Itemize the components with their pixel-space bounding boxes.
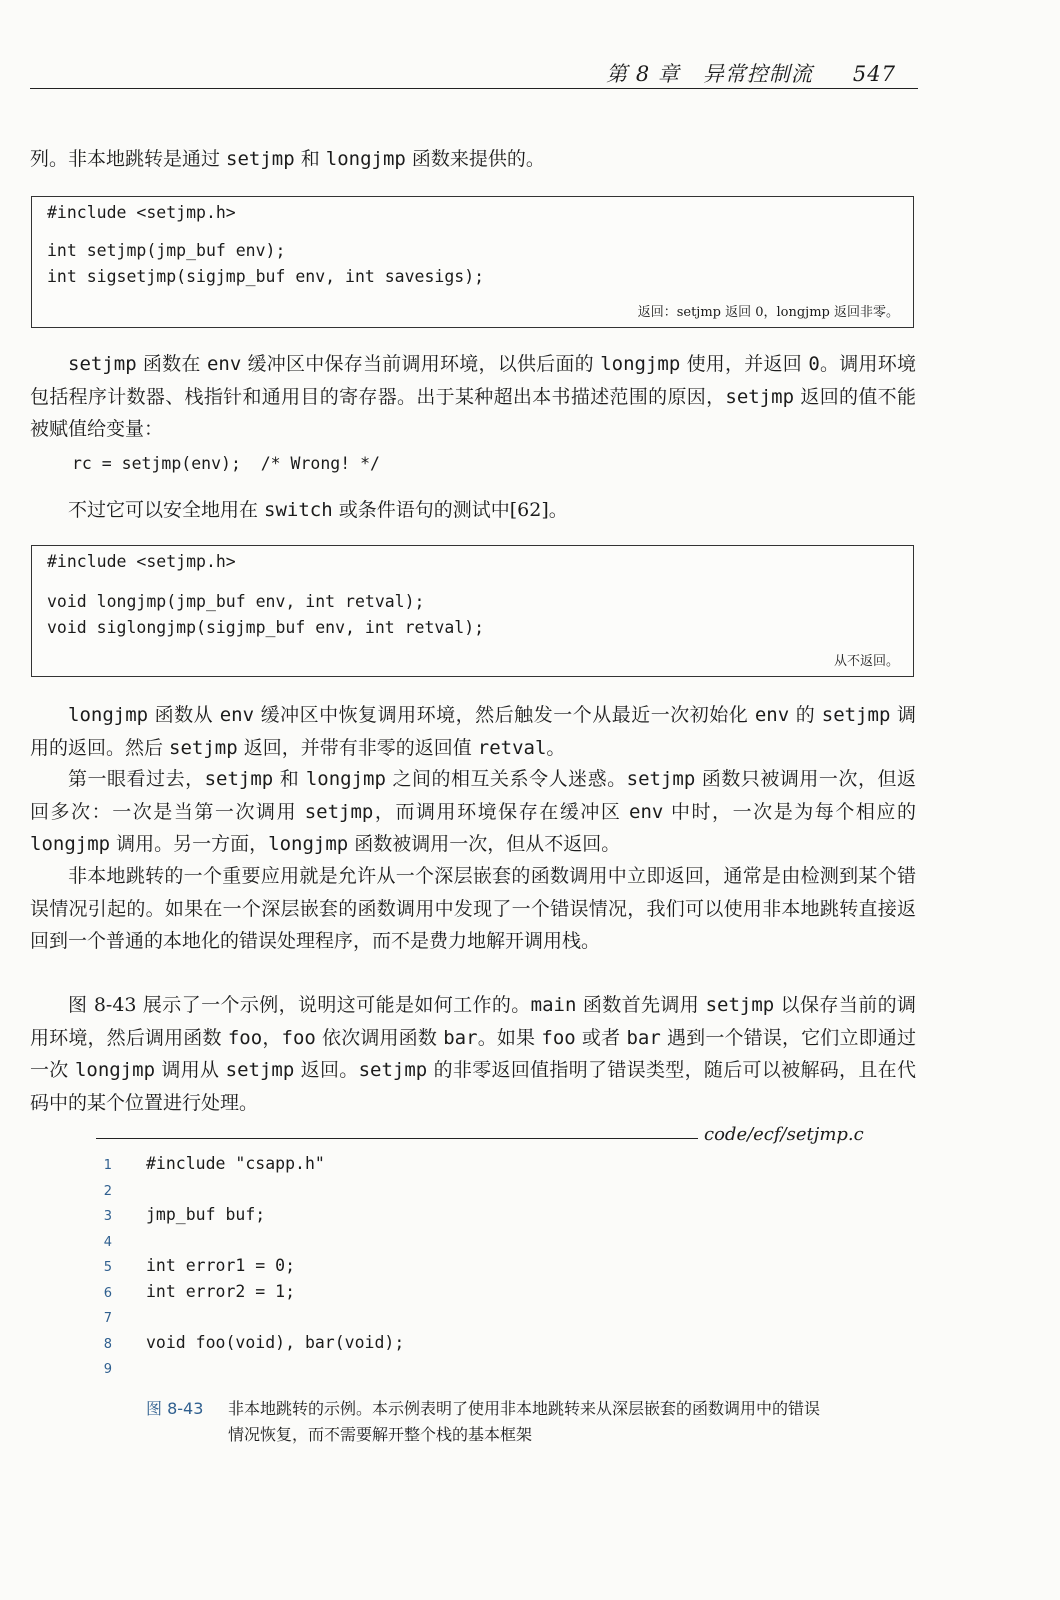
text-run: 或者	[575, 1026, 627, 1049]
code-term: env	[206, 353, 242, 375]
text-run: 的非零返回值指明了错误类型，随后可以被解码，且在代码中的某个位置进行处理。	[30, 1059, 916, 1114]
text-run: 。如果	[477, 1026, 542, 1049]
text-run: 和	[273, 768, 306, 790]
code-term: longjmp	[325, 148, 406, 170]
paragraph	[30, 143, 916, 176]
function-prototype-box	[31, 545, 914, 677]
text-run: ，而调用环境保存在缓冲区	[373, 800, 630, 823]
paragraph	[30, 763, 916, 861]
code-line: int setjmp(jmp_buf env);	[47, 241, 286, 260]
code-term: setjmp	[225, 1059, 295, 1081]
running-head-text	[606, 58, 896, 88]
function-prototype-box	[31, 196, 914, 328]
code-term: longjmp	[268, 833, 349, 855]
code-term: longjmp	[600, 353, 681, 375]
text-run: 遇到一个错误，它们立即通过一次	[30, 1026, 916, 1081]
code-term: 0	[808, 353, 820, 375]
text-run: 第一眼看过去，	[68, 768, 205, 790]
line-number: 9	[103, 1362, 112, 1377]
code-term: env	[219, 704, 255, 726]
code-term: env	[629, 800, 664, 823]
text-run: 缓冲区中恢复调用环境，然后触发一个从最近一次初始化	[254, 704, 755, 726]
text-run: 函数从	[148, 704, 220, 726]
line-code: jmp_buf buf;	[146, 1205, 266, 1224]
text-run: 的	[789, 704, 822, 726]
text-run: 中时，一次是为每个相应的	[663, 800, 916, 823]
text-run: 返回的值不能被赋值给变量：	[30, 385, 916, 440]
code-line: #include <setjmp.h>	[47, 203, 236, 222]
code-line: int sigsetjmp(sigjmp_buf env, int savesigs);	[47, 267, 485, 286]
paragraph	[30, 699, 916, 764]
line-number: 7	[103, 1311, 112, 1326]
text-run: 缓冲区中保存当前调用环境，以供后面的	[241, 353, 601, 375]
code-term: foo	[541, 1026, 576, 1049]
code-term: main	[530, 994, 577, 1016]
text-run: 依次调用函数	[315, 1026, 444, 1049]
text-run: 和	[294, 148, 326, 170]
line-number: 2	[103, 1184, 112, 1199]
text-run: 之间的相互关系令人迷惑。	[385, 768, 627, 790]
paragraph	[30, 348, 916, 446]
code-term: bar	[626, 1026, 661, 1049]
return-note: 从不返回。	[833, 654, 899, 669]
code-term: setjmp	[705, 994, 775, 1016]
code-term: foo	[281, 1026, 316, 1049]
code-term: longjmp	[30, 833, 111, 855]
line-number: 5	[103, 1260, 112, 1275]
code-term: longjmp	[68, 704, 149, 726]
text-run: 调用。另一方面，	[110, 833, 269, 855]
chapter-title: 异常控制流	[702, 62, 813, 86]
code-term: setjmp	[304, 800, 374, 823]
code-term: retval	[477, 736, 547, 759]
code-term: setjmp	[226, 148, 295, 170]
line-code: int error1 = 0;	[146, 1256, 296, 1275]
text-run: 函数在	[136, 353, 207, 375]
code-term: setjmp	[68, 353, 137, 375]
text-run: 。调用环境包括程序计数器、栈指针和通用目的寄存器。出于某种超出本书描述范围的原因，	[30, 353, 916, 408]
text-run: 函数首先调用	[576, 994, 706, 1016]
code-term: setjmp	[358, 1059, 428, 1081]
line-number: 1	[103, 1158, 112, 1173]
code-term: bar	[443, 1026, 478, 1049]
listing-path: code/ecf/setjmp.c	[704, 1124, 864, 1145]
code-term: setjmp	[204, 768, 274, 790]
code-term: switch	[264, 499, 333, 521]
text-run: 使用，并返回	[680, 353, 809, 375]
line-number: 8	[103, 1337, 112, 1352]
figure-caption-text: 非本地跳转的示例。本示例表明了使用非本地跳转来从深层嵌套的函数调用中的错误情况恢复，而不需要解开整个栈的基本框架	[228, 1399, 821, 1444]
code-line: #include <setjmp.h>	[47, 552, 236, 571]
line-number: 4	[103, 1235, 112, 1250]
text-run: 列。非本地跳转是通过	[30, 148, 227, 170]
text-run: 非本地跳转的一个重要应用就是允许从一个深层嵌套的函数调用中立即返回，通常是由检测到某个错误情况引起的。如果在一个深层嵌套的函数调用中发现了一个错误情况，我们可以使用非本地跳转直接返回到一个普通的本地化的错误处理程序，而不是费力地解开调用栈。	[30, 865, 916, 952]
text-run: 。	[546, 736, 566, 759]
paragraph	[30, 860, 916, 958]
figure-label: 图 8-43	[146, 1399, 204, 1418]
code-example: rc = setjmp(env); /* Wrong! */	[72, 454, 380, 473]
running-head	[30, 58, 918, 89]
paragraph	[30, 989, 916, 1119]
text-run: 函数只被调用一次，但返回多次：一次是当第一次调用	[30, 768, 916, 823]
page-number: 547	[852, 62, 896, 86]
line-code: #include "csapp.h"	[146, 1154, 325, 1173]
paragraph	[30, 494, 916, 527]
line-number: 6	[103, 1286, 112, 1301]
return-note: 返回：setjmp 返回 0，longjmp 返回非零。	[637, 305, 899, 320]
text-run: 以保存当前的调用环境，然后调用函数	[30, 994, 916, 1049]
text-run: 调用从	[155, 1059, 226, 1081]
text-run: 或条件语句的测试中[62]。	[332, 499, 568, 521]
line-code: void foo(void), bar(void);	[146, 1333, 405, 1352]
text-run: ，	[262, 1026, 282, 1049]
code-term: setjmp	[169, 736, 238, 759]
text-run: 返回，并带有非零的返回值	[237, 736, 478, 759]
code-term: env	[754, 704, 790, 726]
listing-rule	[96, 1138, 698, 1139]
code-line: void siglongjmp(sigjmp_buf env, int retval);	[47, 618, 485, 637]
line-code: int error2 = 1;	[146, 1282, 296, 1301]
code-term: setjmp	[725, 385, 795, 408]
code-term: longjmp	[74, 1059, 156, 1081]
chapter-label: 第 8 章	[606, 62, 680, 86]
text-run: 函数来提供的。	[405, 148, 545, 170]
text-run: 返回。	[294, 1059, 359, 1081]
code-term: setjmp	[626, 768, 696, 790]
code-line: void longjmp(jmp_buf env, int retval);	[47, 592, 425, 611]
code-term: longjmp	[305, 768, 386, 790]
text-run: 调用的返回。然后	[30, 704, 916, 759]
line-number: 3	[103, 1209, 112, 1224]
text-run: 图 8-43 展示了一个示例，说明这可能是如何工作的。	[68, 994, 531, 1016]
text-run: 函数被调用一次，但从不返回。	[348, 833, 621, 855]
code-term: setjmp	[821, 704, 891, 726]
text-run: 不过它可以安全地用在	[68, 499, 265, 521]
code-term: foo	[227, 1026, 263, 1049]
